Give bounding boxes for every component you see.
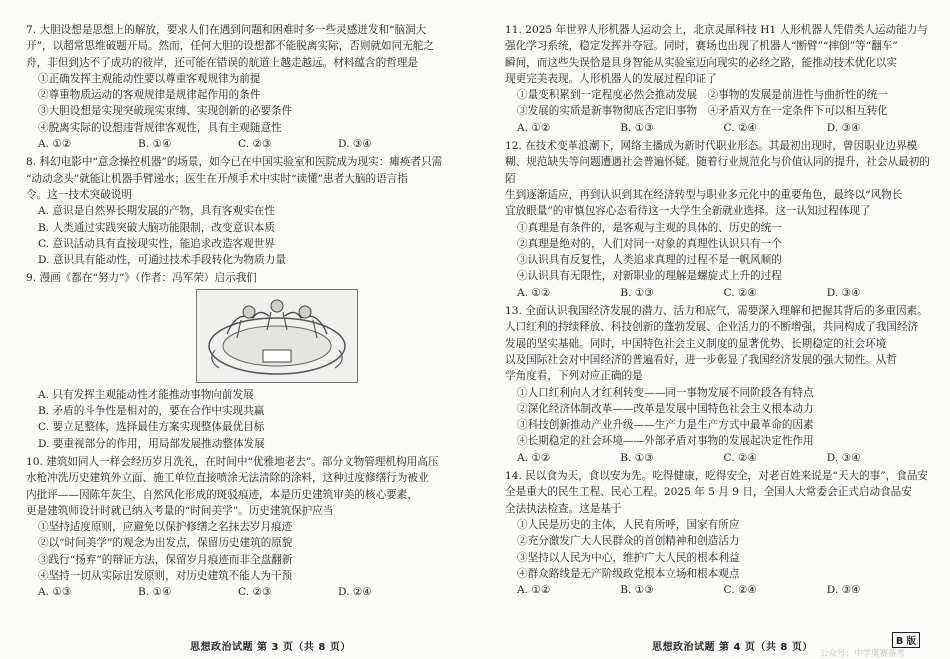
q10-stem-line: 水枪冲洗历史建筑外立面、施工单位直接喷涂无法清除的涂料，这种过度修缮行为被业 <box>26 472 429 485</box>
q13-choice-c: C. ②④ <box>723 451 757 464</box>
q12-stem-line: 宜放眼量”的审慎包容心态看待这一大学生全新就业选择。这一认知过程体现了 <box>505 205 871 218</box>
q10-option: ④坚持一切从实际出发原则，对历史建筑不能人为干预 <box>38 570 293 583</box>
q12-stem-line: 12. 在技术变革浪潮下，网络主播成为新时代职业形态。其最初出现时，曾因职业边界模 <box>505 140 918 153</box>
right-page-column <box>505 22 930 600</box>
q9-option-a: A. 只有发挥主观能动性才能推动事物向前发展 <box>38 388 254 401</box>
q14-choice-d: D. ③④ <box>826 584 861 597</box>
page-footer-right: 思想政治试题 第 4 页（共 8 页） <box>652 642 813 653</box>
q10-stem-line: 内批评——因陈年灰尘、自然风化形成的斑驳痕迹，本是历史建筑审美的核心要素， <box>26 488 418 501</box>
q13-choice-a: A. ①② <box>517 451 551 464</box>
cartoon-drawing <box>197 290 357 382</box>
q8-stem-line: 令。这一技术突破说明 <box>26 188 132 201</box>
q7-stem-line: 舟，非但到达不了成功的彼岸，还可能在错误的航道上越走越远。材料蕴含的哲理是 <box>26 56 418 69</box>
q11-choice-c: C. ②④ <box>723 121 757 134</box>
q8-option-c: C. 意识活动具有直接现实性，能追求改造客观世界 <box>38 237 275 250</box>
question-9 <box>26 270 460 451</box>
q14-option: ②充分激发广大人民群众的首创精神和创造活力 <box>517 535 740 548</box>
q10-choice-b: B. ①④ <box>138 586 172 599</box>
q14-option: ③坚持以人民为中心，维护广大人民的根本利益 <box>517 551 740 564</box>
q14-stem-line: 14. 民以食为天，食以安为先。吃得健康，吃得安全，对老百姓来说是“天大的事”，食品安 <box>505 470 929 483</box>
q9-option-b: B. 矛盾的斗争性是相对的，要在合作中实现共赢 <box>38 405 265 418</box>
question-11 <box>505 22 930 136</box>
q11-stem-line: 11. 2025 年世界人形机器人运动会上，北京灵犀科技 H1 人形机器人凭借类人运动能力与 <box>505 24 928 36</box>
q13-option: ①人口红利向人才红利转变——同一事物发展不同阶段各有特点 <box>517 386 814 399</box>
q13-stem-line: 学角度看，下列对应正确的是 <box>505 370 643 383</box>
q14-choice-a: A. ①② <box>517 584 551 597</box>
q10-choice-d: D. ②④ <box>338 586 372 599</box>
q10-choice-c: C. ②③ <box>238 586 272 599</box>
page-footer-left: 思想政治试题 第 3 页（共 8 页） <box>190 642 351 653</box>
q8-option-b: B. 人类通过实践突破大脑功能限制，改变意识本质 <box>38 221 275 234</box>
q8-stem-line: 8. 科幻电影中“意念操控机器”的场景，如今已在中国实验室和医院成为现实：瘫痪者只需 <box>26 156 443 169</box>
q13-option: ③科技创新推动产业升级——生产力是生产方式中最革命的因素 <box>517 419 814 432</box>
left-page-column <box>26 22 460 603</box>
q9-stem-line: 9. 漫画《都在“努力”》（作者：冯军荣）启示我们 <box>26 272 257 285</box>
q7-option: ①正确发挥主观能动性要以尊重客观规律为前提 <box>38 72 261 85</box>
question-10 <box>26 454 460 601</box>
q7-option: ③大胆设想是实现突破现实束缚、实现创新的必要条件 <box>38 105 293 118</box>
q8-option-d: D. 意识具有能动性，可通过技术手段转化为物质力量 <box>38 254 286 267</box>
q13-option: ④长期稳定的社会环境——外部矛盾对事物的发展起决定性作用 <box>517 435 814 448</box>
q11-choices <box>505 120 930 136</box>
q7-choice-d: D. ③④ <box>338 138 372 151</box>
q10-stem-line: 更是建筑师设计时就已纳入考量的“时间美学”。历史建筑保护应当 <box>26 504 334 517</box>
q12-choice-a: A. ①② <box>517 286 551 299</box>
q12-stem-line: 生到逐渐适应，再到认识到其在经济转型与职业多元化中的重要角色，最终以“风物长 <box>505 188 903 201</box>
q11-stem-line: 瞬间，而这些失误恰是具身智能从实验室迈向现实的必经之路，能推动技术优化以实 <box>505 56 897 69</box>
q7-stem-line: 开”，以超常思维破题开局。然而，任何大胆的设想都不能脱离实际，否则就如同无舵之 <box>26 40 434 53</box>
q12-option: ②真理是绝对的，人们对同一对象的真理性认识只有一个 <box>517 237 782 250</box>
q10-choice-a: A. ①③ <box>38 586 72 599</box>
q14-stem-line: 全是重大的民生工程、民心工程。2025 年 5 月 9 日，全国人大常委会正式启动食品安 <box>505 486 912 499</box>
q14-choice-b: B. ①③ <box>620 584 654 597</box>
q11-option: ①量变积累到一定程度必然会推动发展 ②事物的发展是前进性与曲折性的统一 <box>517 89 888 102</box>
q7-option: ②尊重物质运动的客观规律是规律起作用的条件 <box>38 89 261 102</box>
q12-choice-c: C. ②④ <box>723 286 757 299</box>
q13-option: ②深化经济体制改革——改革是发展中国特色社会主义根本动力 <box>517 402 814 415</box>
version-badge: B 版 <box>892 632 920 648</box>
q11-choice-a: A. ①② <box>517 121 551 134</box>
q12-choices <box>505 285 930 301</box>
q14-option: ①人民是历史的主体，人民有所呼，国家有所应 <box>517 518 740 531</box>
q13-stem-line: 人口红利的持续释放、科技创新的蓬勃发展、企业活力的不断增强，共同构成了我国经济 <box>505 321 919 334</box>
question-12 <box>505 138 930 301</box>
q7-option: ④脱离实际的设想违背规律客观性，具有主观随意性 <box>38 121 282 134</box>
watermark: 公众号：中学奥赛备考 <box>820 649 906 659</box>
q10-option: ②以“时间美学”的观念为出发点，保留历史建筑的原貌 <box>38 537 293 550</box>
q13-stem-line: 13. 全面认识我国经济发展的潜力、活力和底气，需要深入理解和把握其背后的多重因素。 <box>505 305 928 318</box>
q13-choices <box>505 450 930 466</box>
q14-choice-c: C. ②④ <box>723 584 757 597</box>
q7-choice-a: A. ①② <box>38 138 72 151</box>
q12-stem-line: 糊、规范缺失等问题遭遇社会普遍怀疑。随着行业规范化与价值认同的提升，社会从最初的陌 <box>505 156 930 185</box>
q14-choices <box>505 582 930 598</box>
q10-stem-line: 10. 建筑如同人一样会经历岁月洗礼，在时间中“优雅地老去”。部分文物管理机构用高压 <box>26 455 439 468</box>
q8-stem-line: “动动念头”就能让机器手臂递水；医生在开颅手术中实时“读懂”患者大脑的语言指 <box>26 172 408 185</box>
q13-choice-d: D. ③④ <box>826 451 861 464</box>
q10-option: ③践行“扬弃”的辩证方法，保留岁月痕迹而非全盘翻新 <box>38 553 293 566</box>
q13-stem-line: 以及国际社会对中国经济的普遍看好，进一步彰显了我国经济发展的强大韧性。从哲 <box>505 353 897 366</box>
q11-option: ③发展的实质是新事物彻底否定旧事物 ④矛盾双方在一定条件下可以相互转化 <box>517 105 888 118</box>
question-8 <box>26 154 460 268</box>
cartoon-image <box>196 289 358 383</box>
q12-choice-b: B. ①③ <box>620 286 654 299</box>
q9-option-c: C. 要立足整体，选择最佳方案实现整体最优目标 <box>38 421 265 434</box>
q14-stem-line: 全法执法检查。这是基于 <box>505 502 622 515</box>
question-13 <box>505 303 930 466</box>
q10-option: ①坚持适度原则，应避免以保护修缮之名抹去岁月痕迹 <box>38 521 293 534</box>
q7-choices <box>26 136 460 152</box>
question-7 <box>26 22 460 152</box>
q12-choice-d: D. ③④ <box>826 286 861 299</box>
q7-choice-c: C. ②③ <box>238 138 272 151</box>
q7-stem-line: 7. 大胆设想是思想上的解放，要求人们在遇到问题和困难时多一些灵感迸发和“脑洞大 <box>26 24 427 36</box>
question-14 <box>505 468 930 598</box>
q9-option-d: D. 要重视部分的作用，用局部发展推动整体发展 <box>38 437 265 450</box>
q11-choice-d: D. ③④ <box>826 121 861 134</box>
q13-stem-line: 发展的坚实基础。同时，中国特色社会主义制度的显著优势、长期稳定的社会环境 <box>505 337 887 350</box>
q12-option: ①真理是有条件的，是客观与主观的具体的、历史的统一 <box>517 221 782 234</box>
q11-stem-line: 强化学习系统，稳定发挥并夺冠。同时，赛场也出现了机器人“断臂”“摔倒”等“翻车” <box>505 40 898 53</box>
q11-stem-line: 现更完美表现。人形机器人的发展过程印证了 <box>505 72 717 85</box>
q8-option-a: A. 意识是自然界长期发展的产物，具有客观实在性 <box>38 205 275 218</box>
q13-choice-b: B. ①③ <box>620 451 654 464</box>
q14-option: ④群众路线是无产阶级政党根本立场和根本观点 <box>517 567 740 580</box>
q12-option: ③认识具有反复性，人类追求真理的过程不是一帆风顺的 <box>517 254 782 267</box>
q12-option: ④认识具有无限性，对新职业的理解是螺旋式上升的过程 <box>517 270 782 283</box>
q10-choices <box>26 584 460 600</box>
q7-choice-b: B. ①④ <box>138 138 172 151</box>
q11-choice-b: B. ①③ <box>620 121 654 134</box>
